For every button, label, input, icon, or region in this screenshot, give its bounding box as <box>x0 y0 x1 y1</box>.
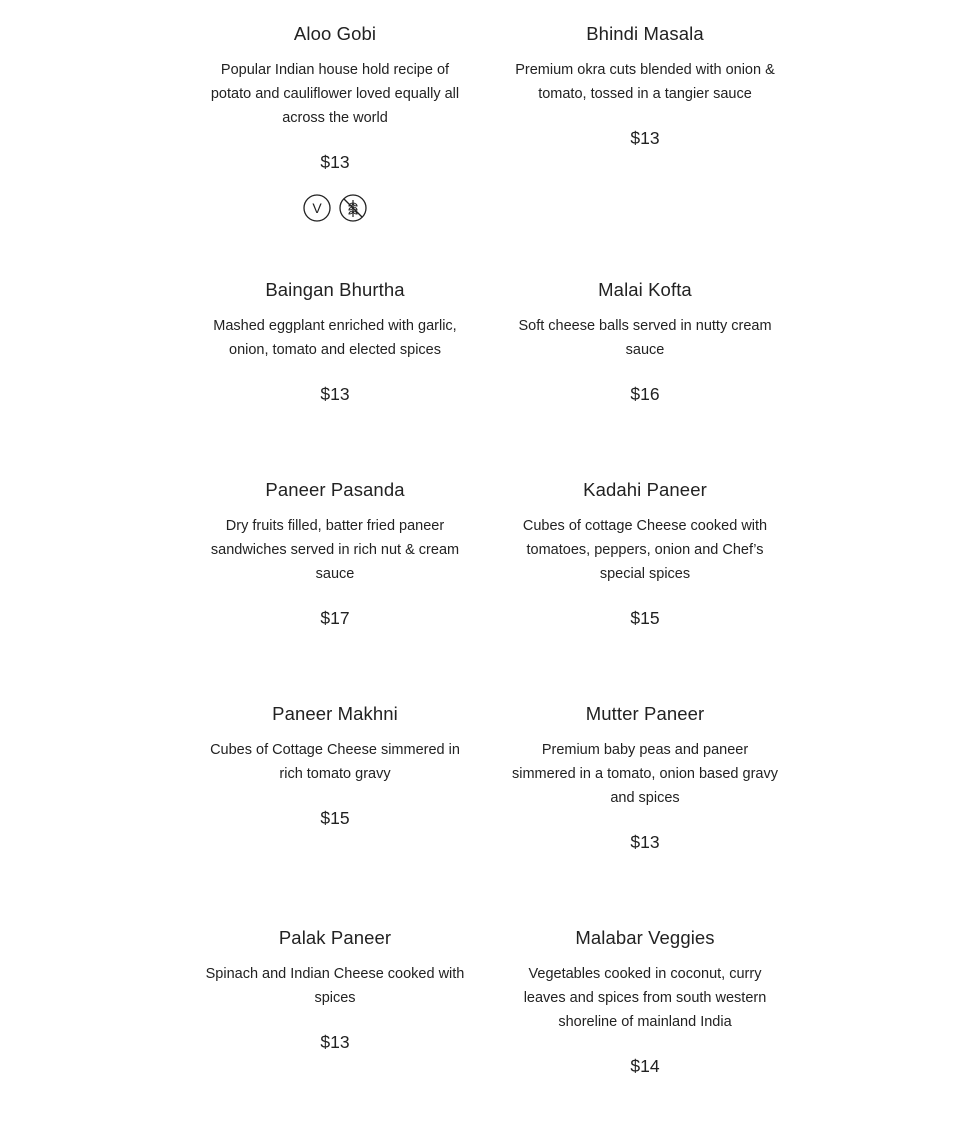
menu-item-aloo-gobi <box>200 22 470 222</box>
menu-item-price: $13 <box>320 1032 350 1052</box>
menu-item-name: Malabar Veggies <box>575 927 715 948</box>
menu-item-price: $15 <box>320 808 350 828</box>
menu-item-price: $13 <box>320 384 350 404</box>
gluten-free-icon <box>339 194 367 222</box>
menu-item-malabar-veggies <box>510 926 780 1078</box>
menu-item-description: Premium baby peas and paneer simmered in a tomato, onion based gravy and spices <box>512 742 778 806</box>
menu-item-name: Paneer Makhni <box>272 703 398 724</box>
menu-item-description: Cubes of Cottage Cheese simmered in rich tomato gravy <box>210 742 460 782</box>
menu-item-name: Baingan Bhurtha <box>265 279 405 300</box>
menu-item-price: $16 <box>630 384 660 404</box>
menu-item-paneer-makhni <box>200 702 470 830</box>
menu-item-name: Mutter Paneer <box>585 703 705 724</box>
menu-item-price: $17 <box>320 608 350 628</box>
menu-item-malai-kofta <box>510 278 780 406</box>
menu-item-description: Premium okra cuts blended with onion & tomato, tossed in a tangier sauce <box>515 62 775 102</box>
menu-item-price: $13 <box>630 832 660 852</box>
menu-item-name: Bhindi Masala <box>586 23 704 44</box>
menu-item-price: $13 <box>630 128 660 148</box>
menu-item-kadahi-paneer <box>510 478 780 630</box>
menu-item-name: Paneer Pasanda <box>265 479 405 500</box>
menu-item-name: Aloo Gobi <box>293 23 377 44</box>
menu-item-description: Mashed eggplant enriched with garlic, onion, tomato and elected spices <box>213 318 457 358</box>
menu-item-description: Soft cheese balls served in nutty cream sauce <box>518 318 772 358</box>
menu-item-name: Palak Paneer <box>278 927 392 948</box>
menu-item-name: Kadahi Paneer <box>583 479 707 500</box>
menu-item-description: Dry fruits filled, batter fried paneer sandwiches served in rich nut & cream sauce <box>210 518 460 582</box>
menu-item-price: $14 <box>630 1056 660 1076</box>
menu-item-description: Spinach and Indian Cheese cooked with spices <box>205 966 465 1006</box>
vegan-v-icon <box>303 194 331 222</box>
svg-text:V: V <box>312 200 322 216</box>
menu-item-name: Malai Kofta <box>598 279 692 300</box>
menu-item-description: Cubes of cottage Cheese cooked with tomatoes, peppers, onion and Chef’s special spices <box>522 518 768 582</box>
menu-item-description: Vegetables cooked in coconut, curry leaves and spices from south western shoreline of mainland India <box>523 966 767 1030</box>
menu-item-price: $13 <box>320 152 350 172</box>
menu-item-baingan-bhurtha <box>200 278 470 406</box>
menu-item-palak-paneer <box>200 926 470 1054</box>
menu-item-bhindi-masala <box>510 22 780 150</box>
menu-item-description: Popular Indian house hold recipe of potato and cauliflower loved equally all across the world <box>210 62 460 126</box>
menu-item-price: $15 <box>630 608 660 628</box>
menu-item-paneer-pasanda <box>200 478 470 630</box>
menu-item-mutter-paneer <box>510 702 780 854</box>
dietary-badges <box>200 194 470 222</box>
